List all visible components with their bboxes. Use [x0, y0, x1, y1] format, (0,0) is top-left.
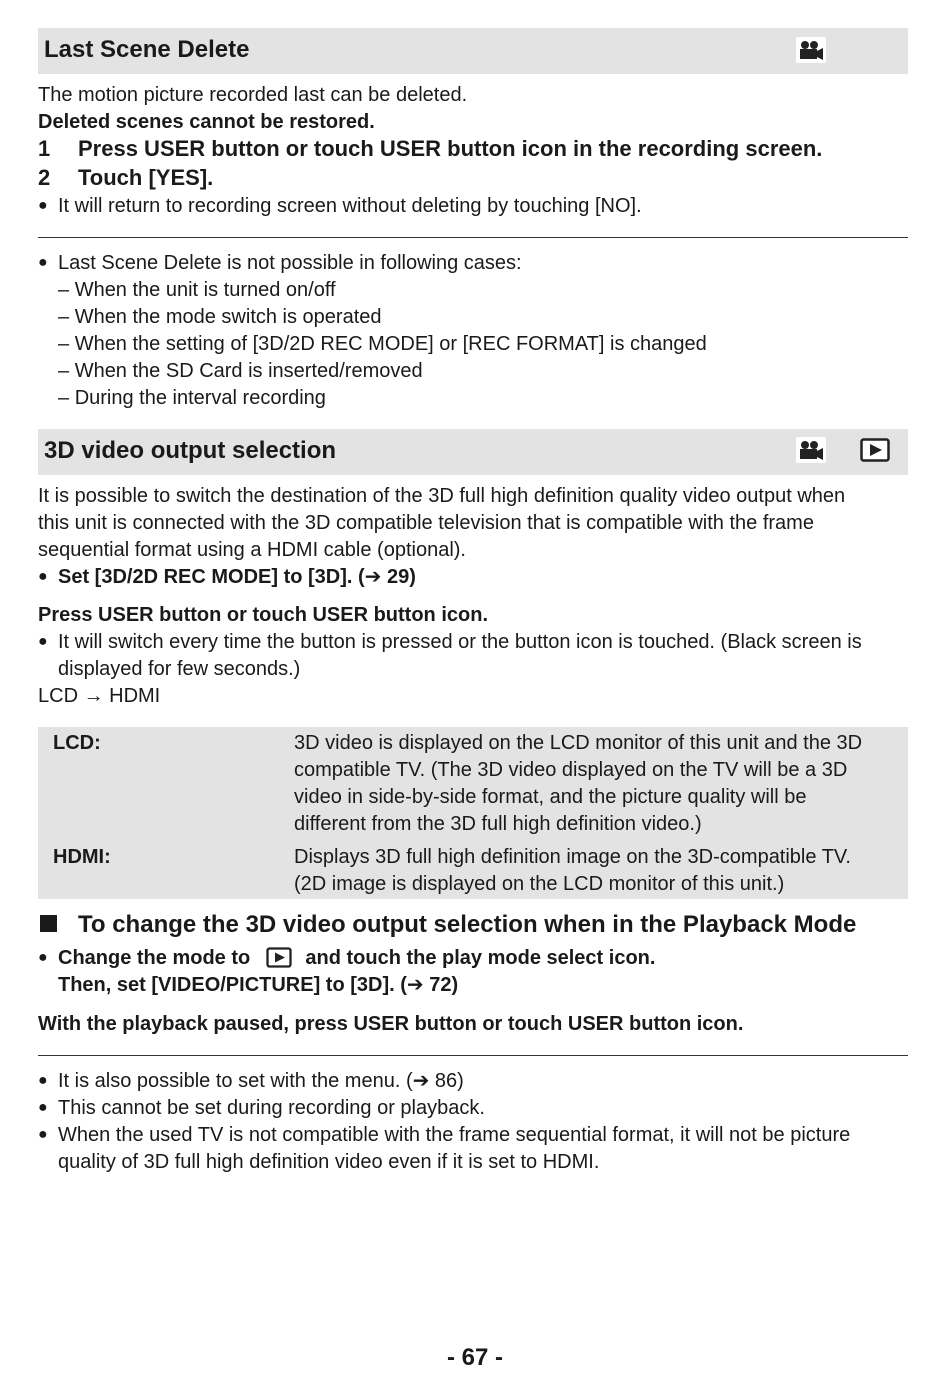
- page-number: - 67 -: [446, 1344, 503, 1371]
- table-key: HDMI:: [53, 846, 111, 868]
- step-text: Touch [YES].: [78, 165, 214, 190]
- intro-text: The motion picture recorded last can be deleted.: [38, 84, 468, 106]
- case-item: – When the setting of [3D/2D REC MODE] or [REC FORMAT] is changed: [58, 333, 707, 355]
- playback-icon: [860, 438, 890, 462]
- case-item: – When the unit is turned on/off: [58, 279, 336, 301]
- case-item: – During the interval recording: [58, 387, 326, 409]
- instruction: Press USER button or touch USER button icon.: [38, 604, 488, 626]
- step-change-mode: ● Change the mode to and touch the play mode select icon.: [58, 945, 655, 972]
- intro-line: sequential format using a HDMI cable (optional).: [38, 539, 466, 561]
- prerequisite: ● Set [3D/2D REC MODE] to [3D]. (➔ 29): [58, 564, 416, 591]
- divider: [38, 1055, 908, 1056]
- table-value-line: video in side-by-side format, and the picture quality will be: [294, 786, 807, 808]
- intro-line: It is possible to switch the destination of the 3D full high definition quality video output when: [38, 485, 846, 507]
- switch-note: ● It will switch every time the button is pressed or the button icon is touched. (Black screen is: [58, 629, 862, 656]
- step-number: 2: [38, 165, 51, 190]
- subsection-title: To change the 3D video output selection when in the Playback Mode: [78, 911, 857, 938]
- warning-text: Deleted scenes cannot be restored.: [38, 111, 375, 133]
- section-header-last-scene-delete: [38, 28, 908, 74]
- note-item: ● This cannot be set during recording or playback.: [58, 1095, 485, 1122]
- square-bullet-icon: [40, 915, 57, 932]
- note-heading: ● Last Scene Delete is not possible in following cases:: [58, 250, 522, 277]
- table-value-line: Displays 3D full high definition image on the 3D-compatible TV.: [294, 846, 851, 868]
- switch-note-cont: displayed for few seconds.): [58, 658, 301, 680]
- table-value-line: different from the 3D full high definition video.): [294, 813, 702, 835]
- table-value-line: compatible TV. (The 3D video displayed on the TV will be a 3D: [294, 759, 848, 781]
- step-set-video: Then, set [VIDEO/PICTURE] to [3D]. (➔ 72): [58, 974, 459, 996]
- note-item-cont: quality of 3D full high definition video even if it is set to HDMI.: [58, 1151, 600, 1173]
- movie-camera-icon: [796, 37, 826, 63]
- playback-icon: [266, 947, 292, 968]
- section-header-3d-video-output: [38, 429, 908, 475]
- divider: [38, 237, 908, 238]
- case-item: – When the mode switch is operated: [58, 306, 382, 328]
- movie-camera-icon: [796, 437, 826, 463]
- step-number: 1: [38, 136, 51, 161]
- table-value-line: 3D video is displayed on the LCD monitor of this unit and the 3D: [294, 732, 863, 754]
- section-title: 3D video output selection: [44, 437, 337, 464]
- intro-line: this unit is connected with the 3D compatible television that is compatible with the frame: [38, 512, 814, 534]
- output-cycle: LCD → HDMI: [38, 685, 161, 707]
- note-item: ● It is also possible to set with the menu. (➔ 86): [58, 1068, 464, 1095]
- note-item: ● When the used TV is not compatible with the frame sequential format, it will not be picture: [58, 1122, 850, 1149]
- instruction: With the playback paused, press USER button or touch USER button icon.: [38, 1013, 744, 1035]
- case-item: – When the SD Card is inserted/removed: [58, 360, 423, 382]
- output-table: [38, 727, 908, 899]
- step-note: ● It will return to recording screen without deleting by touching [NO].: [58, 193, 642, 220]
- table-value-line: (2D image is displayed on the LCD monitor of this unit.): [294, 873, 785, 895]
- step-text: Press USER button or touch USER button icon in the recording screen.: [78, 136, 823, 161]
- section-title: Last Scene Delete: [44, 36, 250, 63]
- table-key: LCD:: [53, 732, 101, 754]
